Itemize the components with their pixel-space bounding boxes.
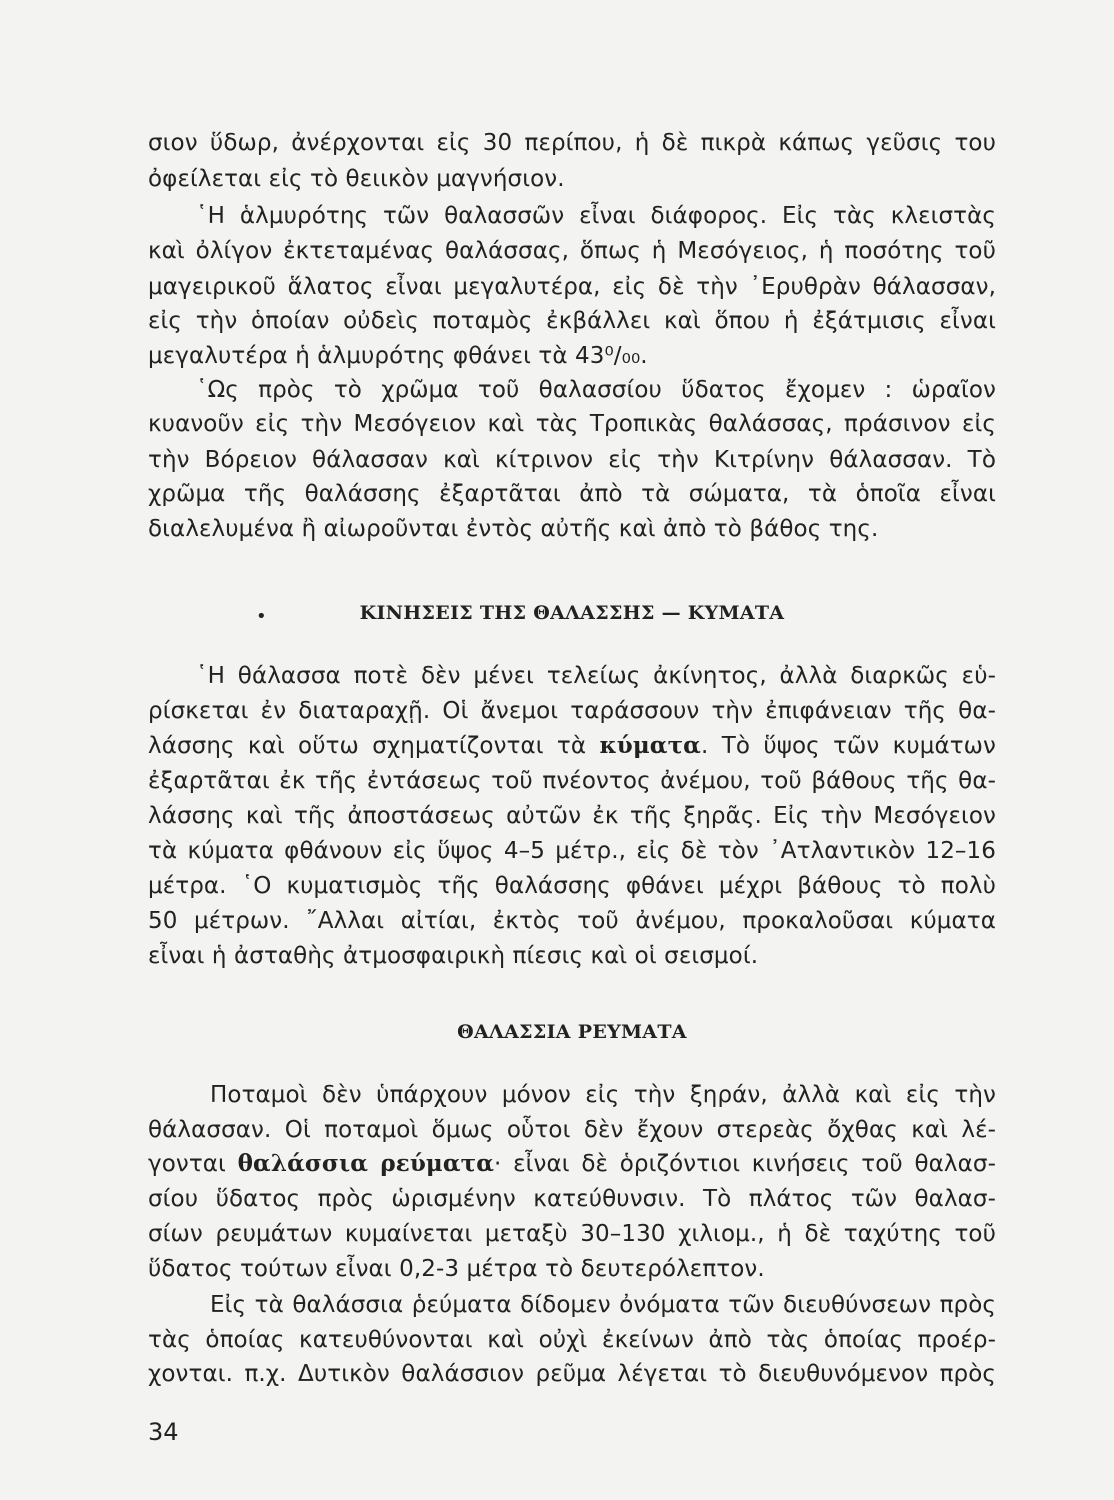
text-line: ῾Ως πρὸς τὸ χρῶμα τοῦ θαλασσίου ὕδατος ἔχομεν : ὡραῖον	[196, 377, 996, 403]
text-line: εἶναι ἡ ἀσταθὴς ἀτμοσφαιρικὴ πίεσις καὶ οἱ σεισμοί.	[148, 943, 759, 969]
text-line: λάσσης καὶ τῆς ἀποστάσεως αὐτῶν ἐκ τῆς ξηρᾶς. Εἰς τὴν Μεσόγειον	[148, 803, 996, 829]
section-heading-currents: ΘΑΛΑΣΣΙΑ ΡΕΥΜΑΤΑ	[457, 1021, 687, 1043]
text-line: σίου ὕδατος πρὸς ὡρισμένην κατεύθυνσιν. Τὸ πλάτος τῶν θαλασ-	[148, 1186, 996, 1212]
text-line: μέτρα. ῾Ο κυματισμὸς τῆς θαλάσσης φθάνει μέχρι βάθους τὸ πολὺ	[148, 873, 996, 899]
text-segment: λάσσης καὶ οὕτω σχηματίζονται τὰ	[148, 733, 600, 759]
text-line: Ποταμοὶ δὲν ὑπάρχουν μόνον εἰς τὴν ξηράν, ἀλλὰ καὶ εἰς τὴν	[210, 1082, 996, 1108]
text-line: εἰς τὴν ὁποίαν οὐδεὶς ποταμὸς ἐκβάλλει καὶ ὅπου ἡ ἐξάτμισις εἶναι	[148, 308, 996, 334]
text-line: κυανοῦν εἰς τὴν Μεσόγειον καὶ τὰς Τροπικὰς θαλάσσας, πράσινον εἰς	[148, 411, 996, 437]
text-line: τὰ κύματα φθάνουν εἰς ὕψος 4–5 μέτρ., εἰς δὲ τὸν ᾿Ατλαντικὸν 12–16	[148, 838, 996, 864]
text-line: μαγειρικοῦ ἅλατος εἶναι μεγαλυτέρα, εἰς δὲ τὴν ᾿Ερυθρὰν θάλασσαν,	[148, 274, 996, 300]
text-line: σιον ὕδωρ, ἀνέρχονται εἰς 30 περίπου, ἡ δὲ πικρὰ κάπως γεῦσις του	[148, 130, 996, 156]
page-number: 34	[148, 1418, 179, 1446]
text-line: μεγαλυτέρα ἡ ἁλμυρότης φθάνει τὰ 43⁰/₀₀.	[148, 343, 648, 369]
text-line: θάλασσαν. Οἱ ποταμοὶ ὅμως οὗτοι δὲν ἔχουν στερεὰς ὄχθας καὶ λέ-	[148, 1117, 996, 1143]
text-line: ῾Η θάλασσα ποτὲ δὲν μένει τελείως ἀκίνητος, ἀλλὰ διαρκῶς εὑ-	[196, 663, 996, 689]
bold-term: κύματα	[599, 732, 701, 759]
text-line: ρίσκεται ἐν διαταραχῇ. Οἱ ἄνεμοι ταράσσουν τὴν ἐπιφάνειαν τῆς θα-	[148, 698, 996, 724]
text-segment: · εἶναι δὲ ὁριζόντιοι κινήσεις τοῦ θαλασ-	[494, 1151, 996, 1177]
text-line: τὴν Βόρειον θάλασσαν καὶ κίτρινον εἰς τὴν Κιτρίνην θάλασσαν. Τὸ	[148, 447, 996, 473]
text-line	[148, 1147, 996, 1181]
text-line: σίων ρευμάτων κυμαίνεται μεταξὺ 30–130 χιλιομ., ἡ δὲ ταχύτης τοῦ	[148, 1221, 996, 1247]
text-segment: . Τὸ ὕψος τῶν κυμάτων	[700, 733, 996, 759]
text-line: διαλελυμένα ἢ αἰωροῦνται ἐντὸς αὐτῆς καὶ ἀπὸ τὸ βάθος της.	[148, 516, 879, 542]
text-line: Εἰς τὰ θαλάσσια ῥεύματα δίδομεν ὀνόματα τῶν διευθύνσεων πρὸς	[210, 1292, 996, 1318]
text-line: χρῶμα τῆς θαλάσσης ἐξαρτᾶται ἀπὸ τὰ σώματα, τὰ ὁποῖα εἶναι	[148, 481, 996, 507]
text-segment: γονται	[148, 1151, 238, 1177]
text-line	[148, 729, 996, 763]
text-line: τὰς ὁποίας κατευθύνονται καὶ οὐχὶ ἐκείνων ἀπὸ τὰς ὁποίας προέρ-	[148, 1327, 996, 1353]
text-line: καὶ ὀλίγον ἐκτεταμένας θαλάσσας, ὅπως ἡ Μεσόγειος, ἡ ποσότης τοῦ	[148, 238, 996, 264]
text-line: ὕδατος τούτων εἶναι 0,2-3 μέτρα τὸ δευτερόλεπτον.	[148, 1256, 765, 1282]
text-line: ὀφείλεται εἰς τὸ θειικὸν μαγνήσιον.	[148, 166, 565, 192]
text-line: 50 μέτρων. ῎Αλλαι αἰτίαι, ἐκτὸς τοῦ ἀνέμου, προκαλοῦσαι κύματα	[148, 908, 996, 934]
text-line: ῾Η ἁλμυρότης τῶν θαλασσῶν εἶναι διάφορος. Εἰς τὰς κλειστὰς	[196, 203, 996, 229]
text-line: ἐξαρτᾶται ἐκ τῆς ἐντάσεως τοῦ πνέοντος ἀνέμου, τοῦ βάθους τῆς θα-	[148, 768, 996, 794]
bullet-mark: •	[256, 606, 267, 627]
section-heading-waves: ΚΙΝΗΣΕΙΣ ΤΗΣ ΘΑΛΑΣΣΗΣ — ΚΥΜΑΤΑ	[359, 602, 785, 624]
text-line: χονται. π.χ. Δυτικὸν θαλάσσιον ρεῦμα λέγεται τὸ διευθυνόμενον πρὸς	[148, 1361, 996, 1387]
bold-term: θαλάσσια ρεύματα	[237, 1150, 495, 1177]
